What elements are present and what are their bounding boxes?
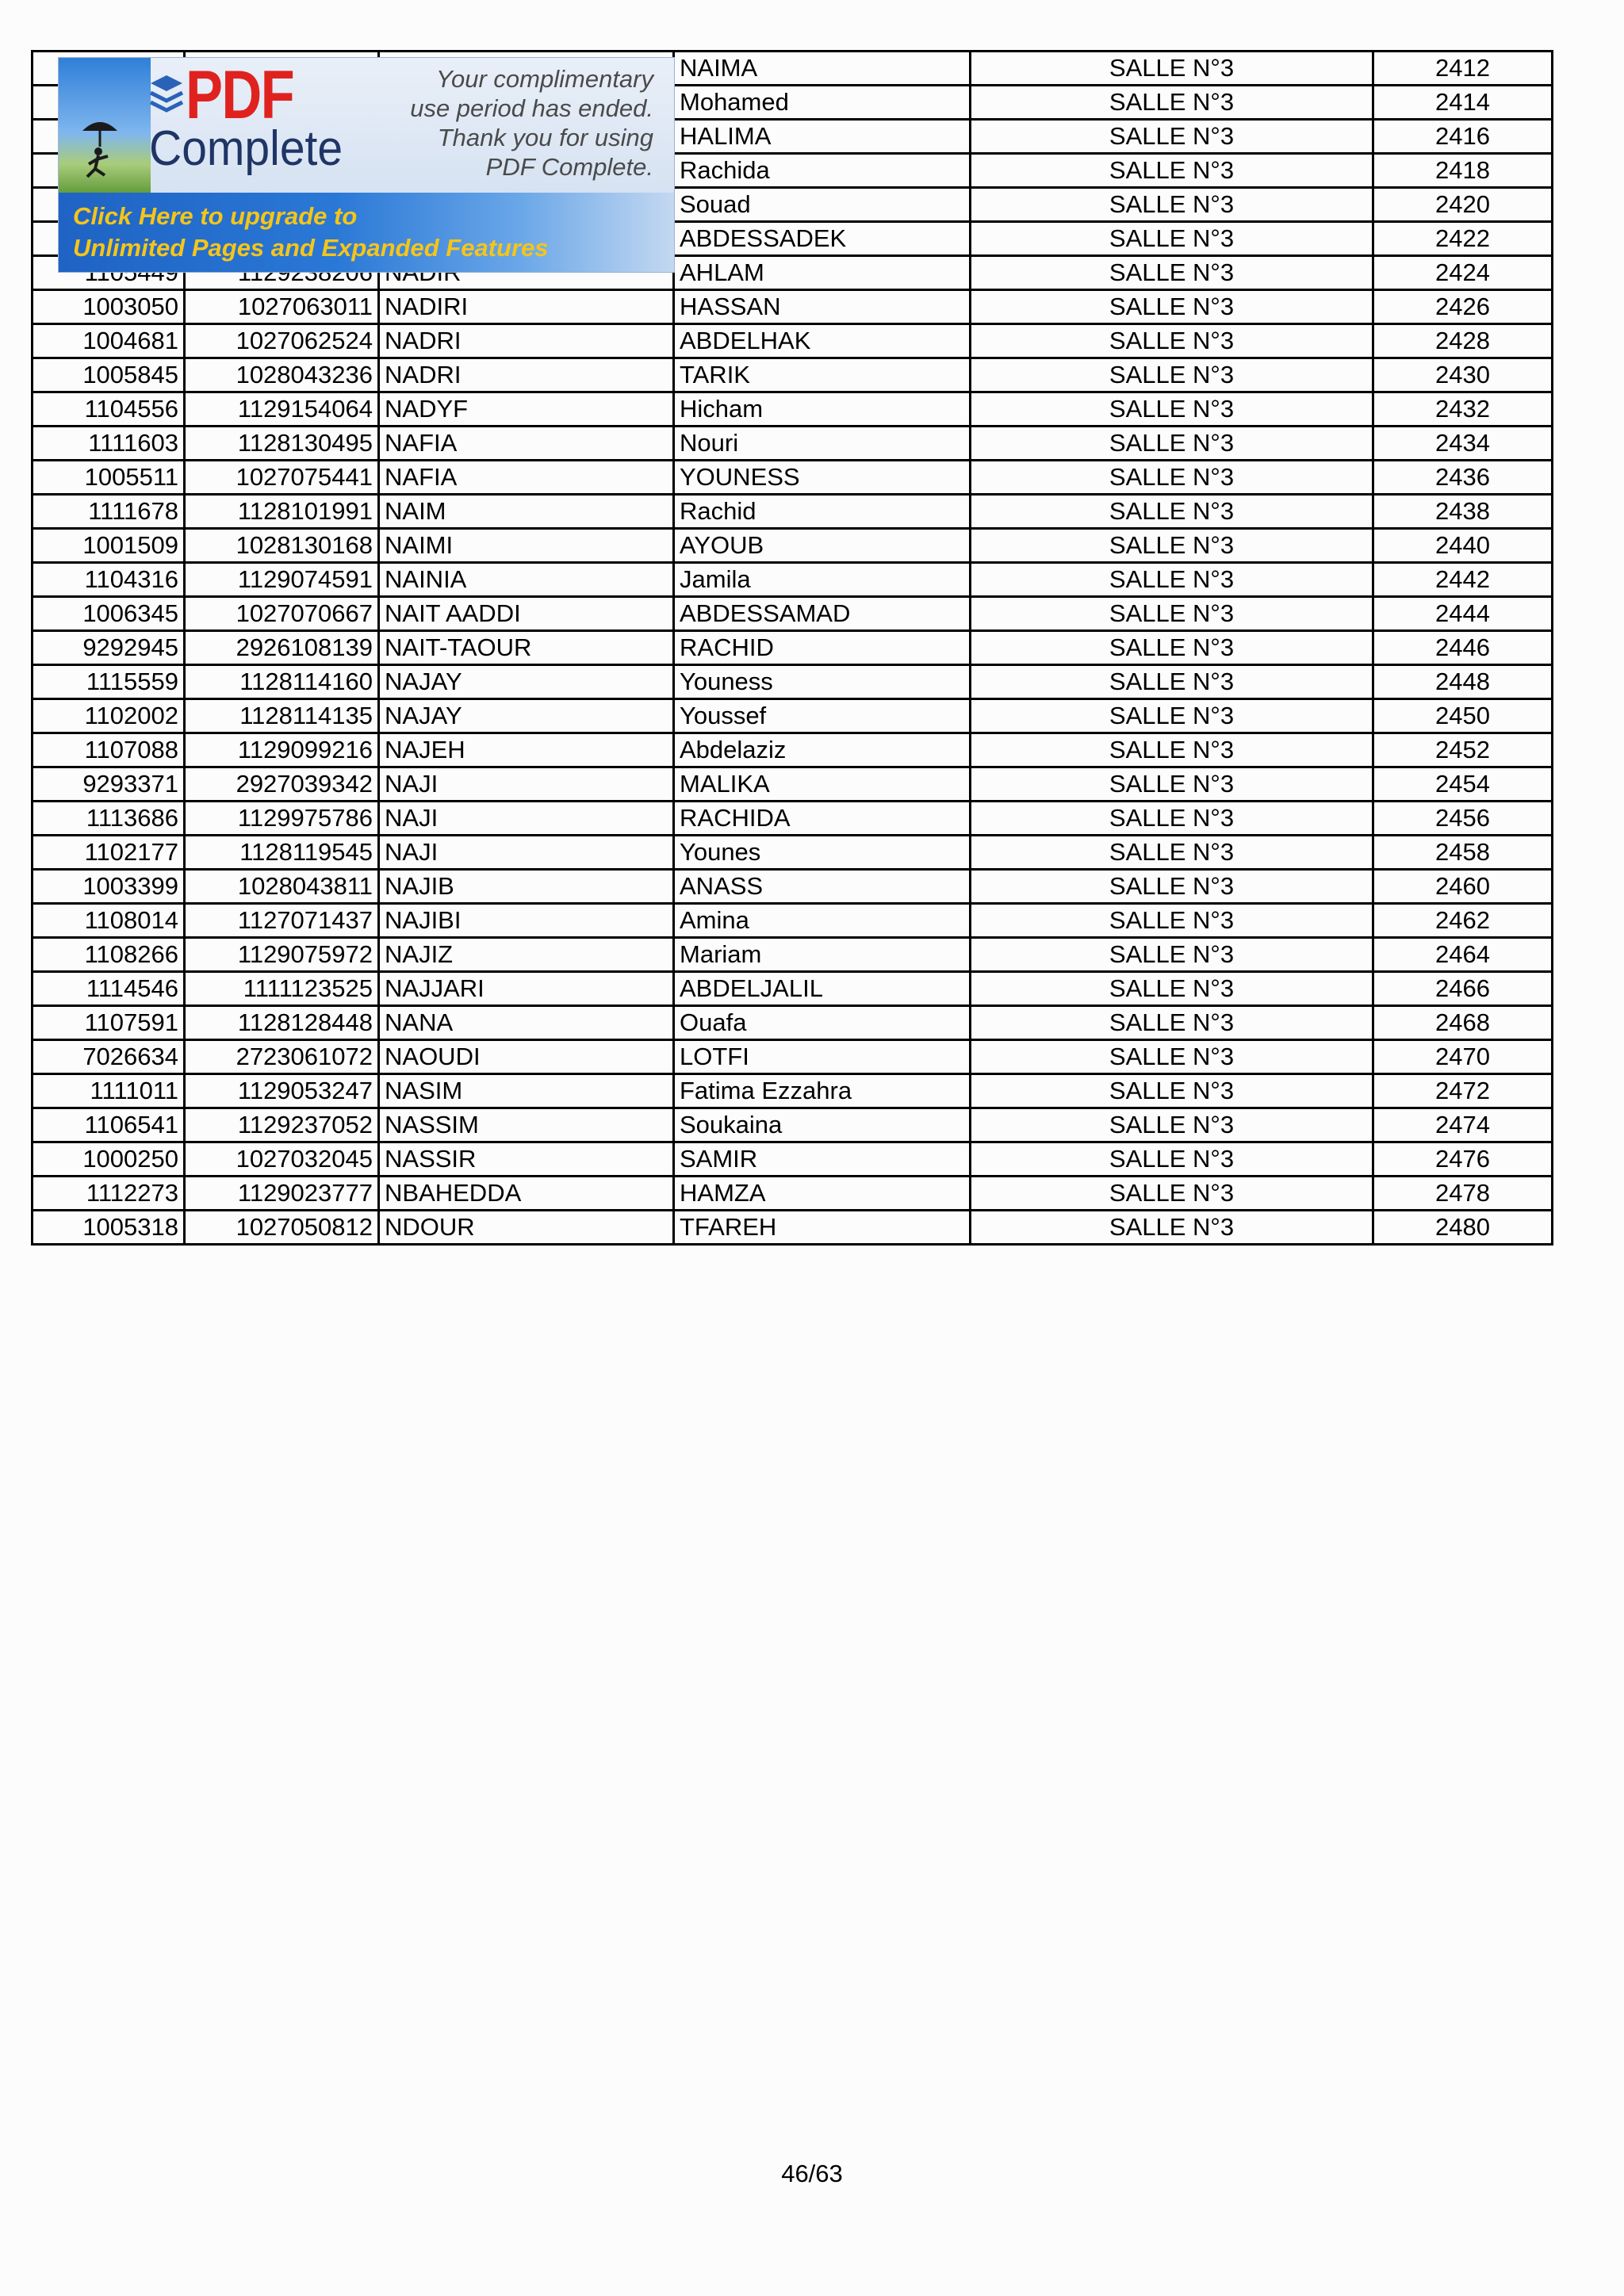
cell-salle: SALLE N°3: [971, 1006, 1373, 1040]
cell-prenom: NAIMA: [674, 52, 971, 86]
cta-line[interactable]: Click Here to upgrade to: [73, 202, 358, 230]
cell-cin: 1128114160: [185, 665, 379, 699]
cell-cin: 1027075441: [185, 461, 379, 495]
cell-number: 2466: [1373, 972, 1553, 1006]
cell-salle: SALLE N°3: [971, 52, 1373, 86]
cell-salle: SALLE N°3: [971, 1040, 1373, 1074]
cell-prenom: AHLAM: [674, 256, 971, 290]
cell-id: 1113686: [33, 802, 185, 836]
cell-cin: 1027032045: [185, 1142, 379, 1177]
cell-prenom: YOUNESS: [674, 461, 971, 495]
cell-prenom: Souad: [674, 188, 971, 222]
cell-nom: NAJI: [379, 836, 674, 870]
cell-nom: NADIRI: [379, 290, 674, 324]
notice-line: PDF Complete.: [485, 153, 653, 181]
cell-number: 2478: [1373, 1177, 1553, 1211]
cell-prenom: HAMZA: [674, 1177, 971, 1211]
table-row: [33, 495, 1553, 529]
cell-cin: 1127071437: [185, 904, 379, 938]
cell-id: 1104556: [33, 392, 185, 427]
table-row: [33, 427, 1553, 461]
table-row: [33, 358, 1553, 392]
cell-id: 1107088: [33, 733, 185, 767]
table-row: [33, 904, 1553, 938]
cell-salle: SALLE N°3: [971, 631, 1373, 665]
cell-cin: 1129053247: [185, 1074, 379, 1108]
cell-salle: SALLE N°3: [971, 733, 1373, 767]
cell-prenom: HASSAN: [674, 290, 971, 324]
cell-cin: 1128114135: [185, 699, 379, 733]
notice-line: Your complimentary: [436, 65, 653, 93]
cell-salle: SALLE N°3: [971, 1108, 1373, 1142]
cell-salle: SALLE N°3: [971, 120, 1373, 154]
cell-number: 2454: [1373, 767, 1553, 802]
table-row: [33, 938, 1553, 972]
cell-prenom: LOTFI: [674, 1040, 971, 1074]
cell-nom: NAJEH: [379, 733, 674, 767]
cell-id: 1112273: [33, 1177, 185, 1211]
cell-nom: NAIMI: [379, 529, 674, 563]
cell-number: 2436: [1373, 461, 1553, 495]
cell-id: 1104316: [33, 563, 185, 597]
cell-cin: 1129154064: [185, 392, 379, 427]
cell-nom: NAINIA: [379, 563, 674, 597]
cell-salle: SALLE N°3: [971, 802, 1373, 836]
pdf-complete-upgrade-banner[interactable]: [58, 57, 675, 273]
cell-nom: NAOUDI: [379, 1040, 674, 1074]
umbrella-jumper-image: [59, 58, 151, 194]
table-row: [33, 1108, 1553, 1142]
cell-number: 2438: [1373, 495, 1553, 529]
cell-salle: SALLE N°3: [971, 1211, 1373, 1245]
layers-icon: [147, 72, 186, 120]
cell-cin: 1027070667: [185, 597, 379, 631]
cell-salle: SALLE N°3: [971, 154, 1373, 188]
cell-salle: SALLE N°3: [971, 563, 1373, 597]
cell-cin: 1129075972: [185, 938, 379, 972]
cell-salle: SALLE N°3: [971, 597, 1373, 631]
cell-cin: 1027063011: [185, 290, 379, 324]
cell-id: 1006345: [33, 597, 185, 631]
cell-cin: 1128119545: [185, 836, 379, 870]
cell-prenom: TARIK: [674, 358, 971, 392]
cell-nom: NAJIBI: [379, 904, 674, 938]
cell-number: 2480: [1373, 1211, 1553, 1245]
cell-cin: 2926108139: [185, 631, 379, 665]
cell-nom: NAIT AADDI: [379, 597, 674, 631]
cell-prenom: RACHID: [674, 631, 971, 665]
cell-number: 2414: [1373, 86, 1553, 120]
table-row: [33, 461, 1553, 495]
table-row: [33, 1040, 1553, 1074]
cell-number: 2422: [1373, 222, 1553, 256]
table-row: [33, 665, 1553, 699]
cell-id: 1004681: [33, 324, 185, 358]
cell-prenom: Jamila: [674, 563, 971, 597]
cell-number: 2446: [1373, 631, 1553, 665]
table-row: [33, 631, 1553, 665]
cell-cin: 1027062524: [185, 324, 379, 358]
upgrade-link[interactable]: [59, 193, 674, 272]
cell-prenom: Abdelaziz: [674, 733, 971, 767]
cell-cin: 1128128448: [185, 1006, 379, 1040]
cell-prenom: RACHIDA: [674, 802, 971, 836]
cell-nom: NAJIZ: [379, 938, 674, 972]
cell-prenom: Fatima Ezzahra: [674, 1074, 971, 1108]
cell-number: 2434: [1373, 427, 1553, 461]
cell-cin: 1129023777: [185, 1177, 379, 1211]
cell-id: 7026634: [33, 1040, 185, 1074]
table-row: [33, 767, 1553, 802]
cell-cin: 1129237052: [185, 1108, 379, 1142]
notice-line: Thank you for using: [437, 124, 653, 151]
table-row: [33, 290, 1553, 324]
cell-id: 1107591: [33, 1006, 185, 1040]
cell-id: 1111678: [33, 495, 185, 529]
cell-id: 1115559: [33, 665, 185, 699]
cell-prenom: Nouri: [674, 427, 971, 461]
cell-id: 1005845: [33, 358, 185, 392]
cell-salle: SALLE N°3: [971, 392, 1373, 427]
cell-id: 1003050: [33, 290, 185, 324]
cell-prenom: SAMIR: [674, 1142, 971, 1177]
cell-salle: SALLE N°3: [971, 665, 1373, 699]
cell-number: 2432: [1373, 392, 1553, 427]
cell-prenom: Amina: [674, 904, 971, 938]
cell-number: 2468: [1373, 1006, 1553, 1040]
cell-number: 2470: [1373, 1040, 1553, 1074]
cell-prenom: Mohamed: [674, 86, 971, 120]
cell-prenom: MALIKA: [674, 767, 971, 802]
cell-nom: NASSIR: [379, 1142, 674, 1177]
table-row: [33, 836, 1553, 870]
cell-salle: SALLE N°3: [971, 1142, 1373, 1177]
cell-nom: NAIT-TAOUR: [379, 631, 674, 665]
table-row: [33, 324, 1553, 358]
cell-salle: SALLE N°3: [971, 495, 1373, 529]
cell-cin: 1027050812: [185, 1211, 379, 1245]
table-row: [33, 529, 1553, 563]
cell-nom: NAJAY: [379, 699, 674, 733]
cell-prenom: Rachida: [674, 154, 971, 188]
cell-number: 2452: [1373, 733, 1553, 767]
cell-prenom: ABDESSADEK: [674, 222, 971, 256]
cell-number: 2412: [1373, 52, 1553, 86]
cell-number: 2448: [1373, 665, 1553, 699]
table-row: [33, 972, 1553, 1006]
cell-prenom: Rachid: [674, 495, 971, 529]
cell-cin: 1028130168: [185, 529, 379, 563]
cell-number: 2458: [1373, 836, 1553, 870]
cell-prenom: HALIMA: [674, 120, 971, 154]
cell-id: 1114546: [33, 972, 185, 1006]
cell-nom: NAIM: [379, 495, 674, 529]
cell-number: 2460: [1373, 870, 1553, 904]
cell-prenom: Hicham: [674, 392, 971, 427]
cell-salle: SALLE N°3: [971, 972, 1373, 1006]
cell-nom: NADRI: [379, 324, 674, 358]
cell-nom: NAJAY: [379, 665, 674, 699]
cell-cin: 1129975786: [185, 802, 379, 836]
cell-number: 2424: [1373, 256, 1553, 290]
cell-id: 1000250: [33, 1142, 185, 1177]
cell-nom: NAJI: [379, 767, 674, 802]
cell-nom: NADYF: [379, 392, 674, 427]
cell-number: 2476: [1373, 1142, 1553, 1177]
cell-nom: NAFIA: [379, 427, 674, 461]
cell-salle: SALLE N°3: [971, 529, 1373, 563]
cell-number: 2472: [1373, 1074, 1553, 1108]
table-row: [33, 699, 1553, 733]
cell-prenom: ABDELHAK: [674, 324, 971, 358]
cell-cin: 1128130495: [185, 427, 379, 461]
cell-id: 1111603: [33, 427, 185, 461]
cell-salle: SALLE N°3: [971, 461, 1373, 495]
cell-salle: SALLE N°3: [971, 222, 1373, 256]
cell-number: 2426: [1373, 290, 1553, 324]
cell-cin: 1129099216: [185, 733, 379, 767]
cell-id: 9292945: [33, 631, 185, 665]
cell-nom: NASIM: [379, 1074, 674, 1108]
cell-salle: SALLE N°3: [971, 358, 1373, 392]
cell-number: 2456: [1373, 802, 1553, 836]
table-row: [33, 1211, 1553, 1245]
cell-cin: 1028043236: [185, 358, 379, 392]
cell-prenom: ABDESSAMAD: [674, 597, 971, 631]
cell-salle: SALLE N°3: [971, 256, 1373, 290]
cell-salle: SALLE N°3: [971, 1074, 1373, 1108]
cell-number: 2464: [1373, 938, 1553, 972]
cell-salle: SALLE N°3: [971, 427, 1373, 461]
cell-nom: NAJI: [379, 802, 674, 836]
cell-id: 1005511: [33, 461, 185, 495]
cell-prenom: TFAREH: [674, 1211, 971, 1245]
cell-prenom: Younes: [674, 836, 971, 870]
cta-line[interactable]: Unlimited Pages and Expanded Features: [73, 234, 549, 262]
cell-nom: NANA: [379, 1006, 674, 1040]
cell-salle: SALLE N°3: [971, 836, 1373, 870]
table-row: [33, 1006, 1553, 1040]
cell-id: 1108014: [33, 904, 185, 938]
cell-salle: SALLE N°3: [971, 904, 1373, 938]
cell-prenom: Youssef: [674, 699, 971, 733]
cell-cin: 2723061072: [185, 1040, 379, 1074]
trial-notice: [410, 64, 653, 182]
cell-salle: SALLE N°3: [971, 290, 1373, 324]
cell-nom: NBAHEDDA: [379, 1177, 674, 1211]
cell-number: 2430: [1373, 358, 1553, 392]
table-row: [33, 563, 1553, 597]
cell-id: 1102002: [33, 699, 185, 733]
cell-number: 2450: [1373, 699, 1553, 733]
cell-nom: NASSIM: [379, 1108, 674, 1142]
cell-salle: SALLE N°3: [971, 870, 1373, 904]
brand-pdf: PDF: [186, 57, 294, 133]
cell-nom: NADRI: [379, 358, 674, 392]
cell-salle: SALLE N°3: [971, 699, 1373, 733]
cell-id: 1005318: [33, 1211, 185, 1245]
cell-prenom: Youness: [674, 665, 971, 699]
table-row: [33, 1177, 1553, 1211]
cell-number: 2440: [1373, 529, 1553, 563]
cell-cin: 1129074591: [185, 563, 379, 597]
cell-id: 1108266: [33, 938, 185, 972]
cell-number: 2442: [1373, 563, 1553, 597]
cell-number: 2462: [1373, 904, 1553, 938]
cell-salle: SALLE N°3: [971, 86, 1373, 120]
cell-salle: SALLE N°3: [971, 188, 1373, 222]
cell-id: 1102177: [33, 836, 185, 870]
page-number: 46/63: [781, 2160, 843, 2187]
cell-cin: 1128101991: [185, 495, 379, 529]
cell-number: 2444: [1373, 597, 1553, 631]
cell-number: 2474: [1373, 1108, 1553, 1142]
table-row: [33, 1074, 1553, 1108]
cell-prenom: ABDELJALIL: [674, 972, 971, 1006]
cell-id: 1003399: [33, 870, 185, 904]
table-row: [33, 802, 1553, 836]
table-row: [33, 392, 1553, 427]
cell-number: 2418: [1373, 154, 1553, 188]
cell-id: 1111011: [33, 1074, 185, 1108]
table-row: [33, 1142, 1553, 1177]
cell-prenom: AYOUB: [674, 529, 971, 563]
table-row: [33, 597, 1553, 631]
cell-salle: SALLE N°3: [971, 324, 1373, 358]
cell-salle: SALLE N°3: [971, 1177, 1373, 1211]
cell-id: 1106541: [33, 1108, 185, 1142]
cell-nom: NAFIA: [379, 461, 674, 495]
cell-nom: NDOUR: [379, 1211, 674, 1245]
cell-number: 2428: [1373, 324, 1553, 358]
cell-id: 1001509: [33, 529, 185, 563]
cell-number: 2416: [1373, 120, 1553, 154]
table-row: [33, 733, 1553, 767]
cell-prenom: Soukaina: [674, 1108, 971, 1142]
table-row: [33, 870, 1553, 904]
cell-cin: 2927039342: [185, 767, 379, 802]
cell-salle: SALLE N°3: [971, 767, 1373, 802]
cell-salle: SALLE N°3: [971, 938, 1373, 972]
cell-number: 2420: [1373, 188, 1553, 222]
cell-cin: 1111123525: [185, 972, 379, 1006]
cell-nom: NAJIB: [379, 870, 674, 904]
cell-prenom: Ouafa: [674, 1006, 971, 1040]
cell-prenom: ANASS: [674, 870, 971, 904]
cell-cin: 1028043811: [185, 870, 379, 904]
notice-line: use period has ended.: [410, 94, 653, 122]
cell-nom: NAJJARI: [379, 972, 674, 1006]
cell-id: 9293371: [33, 767, 185, 802]
cell-prenom: Mariam: [674, 938, 971, 972]
brand-complete: Complete: [149, 121, 343, 176]
